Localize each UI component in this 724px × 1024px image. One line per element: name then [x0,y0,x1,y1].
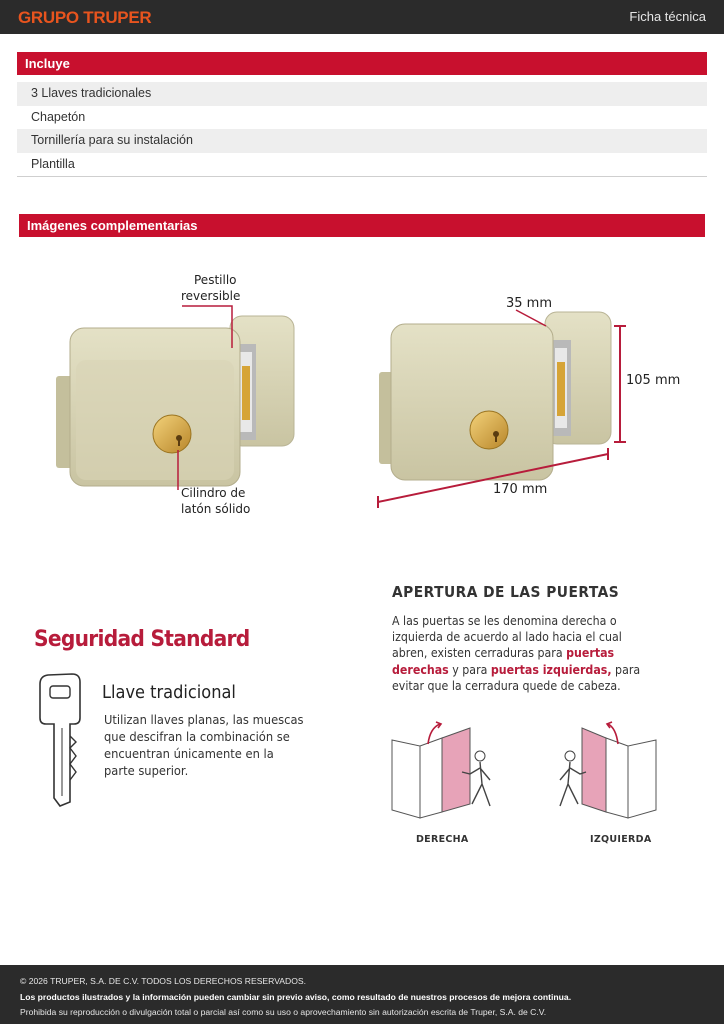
label-izquierda: IZQUIERDA [590,834,652,845]
dimension-depth: 35 mm [506,296,553,311]
key-icon [34,672,86,808]
footer [0,965,724,1024]
footer-notice: Los productos ilustrados y la información pueden cambiar sin previo aviso, como resultado de nuestros procesos de mejora continua. [20,991,572,1002]
seguridad-title: Seguridad Standard [34,627,250,652]
key-title: Llave tradicional [102,682,236,703]
dimension-width: 170 mm [493,482,548,497]
door-left-illustration [552,718,662,826]
list-item: Plantilla [31,156,75,171]
doc-type: Ficha técnica [629,9,706,24]
label-pestillo: Pestillo [194,273,237,287]
imagenes-heading: Imágenes complementarias [19,214,705,237]
highlight-derechas: puertas derechas [392,646,615,677]
apertura-description: A las puertas se les denomina derecha o izquierda de acuerdo al lado hacia el cual abren, existen cerraduras para puertas derechas y para puertas izquierdas, para evitar que la cerradura quede de cabeza. [392,614,641,693]
key-description: Utilizan llaves planas, las muescas que descifran la combinación se encuentran únicamente en la parte superior. [104,712,304,778]
highlight-izquierdas: puertas izquierdas, [490,662,612,677]
label-reversible: reversible [181,289,241,303]
apertura-title: APERTURA DE LAS PUERTAS [392,583,620,601]
incluye-list [17,82,707,177]
list-item: 3 Llaves tradicionales [17,82,707,106]
brand-logo: GRUPO TRUPER [18,8,152,27]
door-right-illustration [390,718,500,826]
footer-prohibition: Prohibida su reproducción o divulgación total o parcial así como su uso o aprovechamiento sin autorización escrita de Truper, S.A. de C.V. [20,1007,547,1017]
label-derecha: DERECHA [416,834,469,845]
label-cilindro: Cilindro de [181,486,246,500]
label-laton: latón sólido [181,502,251,516]
footer-copyright: © 2026 TRUPER, S.A. DE C.V. TODOS LOS DERECHOS RESERVADOS. [20,976,307,986]
list-item: Tornillería para su instalación [17,129,707,153]
top-bar [0,0,724,34]
dimension-height: 105 mm [626,373,681,388]
incluye-heading: Incluye [17,52,707,75]
list-item: Chapetón [31,109,86,124]
callout-line-pestillo [180,300,250,360]
